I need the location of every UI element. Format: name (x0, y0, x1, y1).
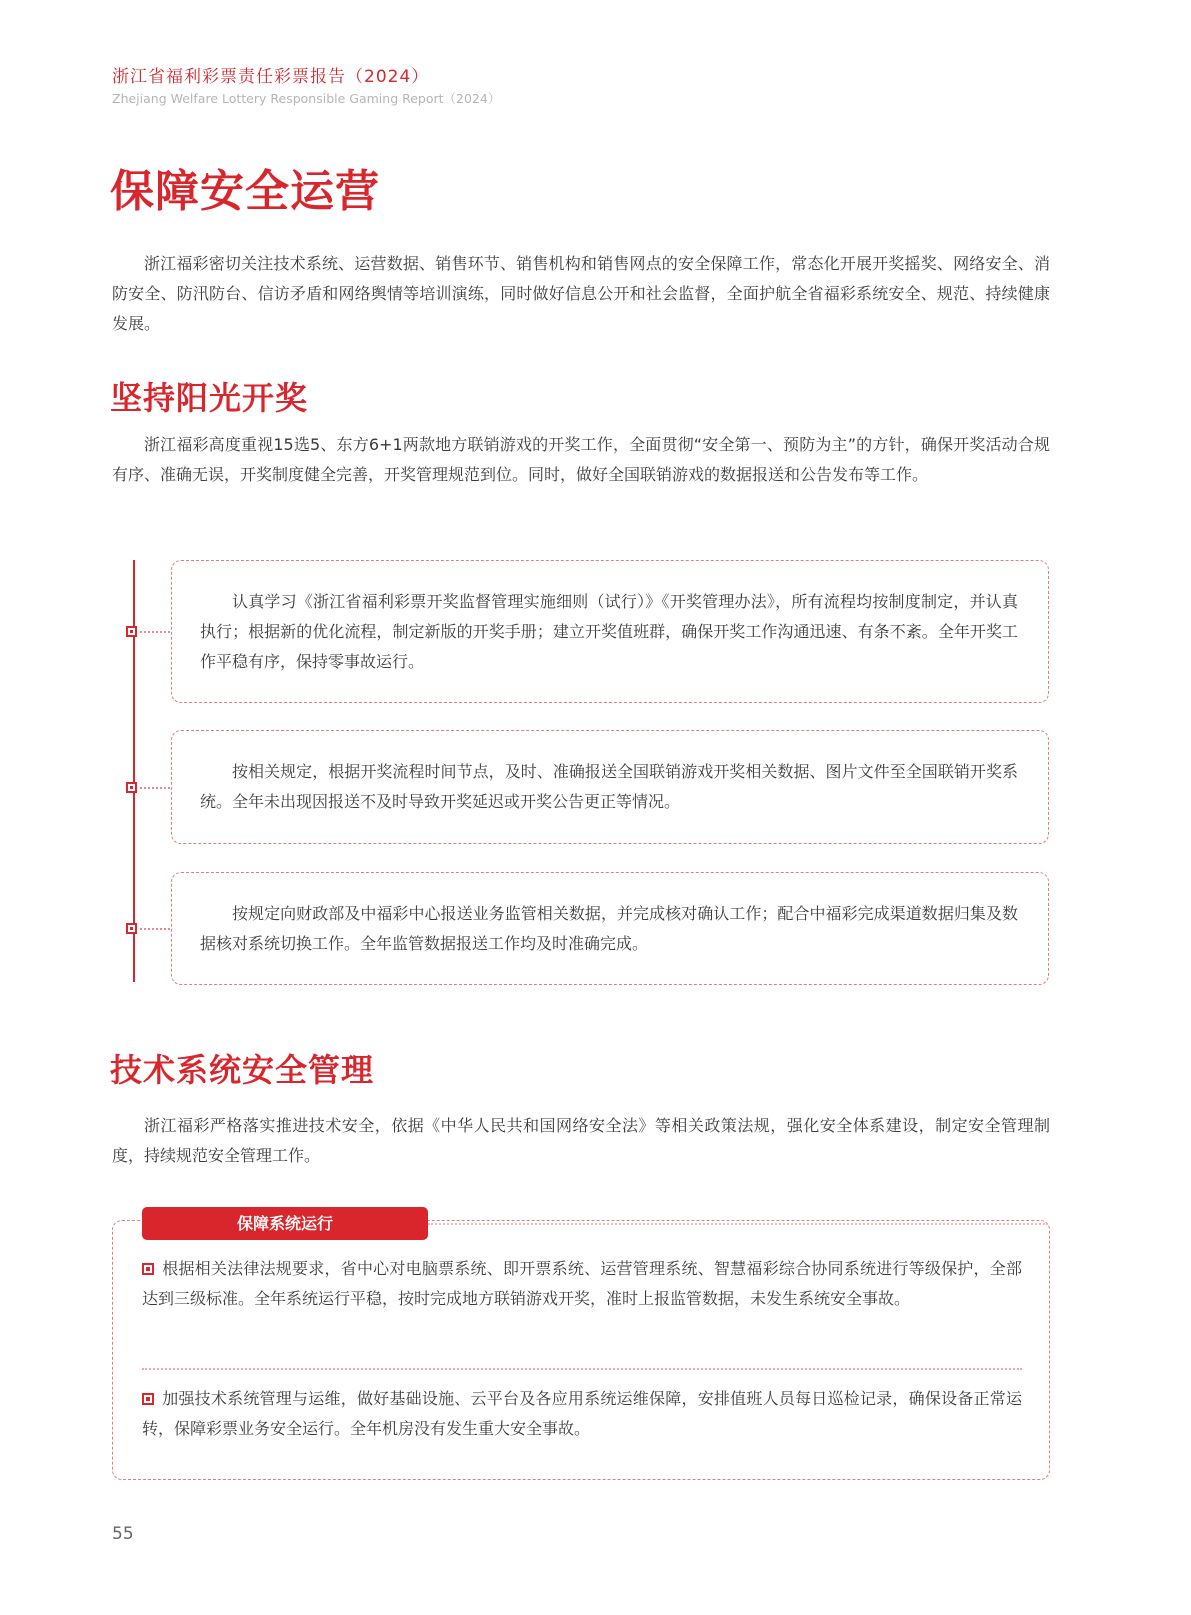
subsection-title-tech-security: 技术系统安全管理 (110, 1051, 375, 1089)
box-item (142, 1254, 1022, 1314)
report-title-cn: 浙江省福利彩票责任彩票报告（2024） (112, 67, 430, 87)
report-header (112, 66, 500, 107)
subsection-intro-tech-security: 浙江福彩严格落实推进技术安全，依据《中华人民共和国网络安全法》等相关政策法规，强化安全体系建设，制定安全管理制度，持续规范安全管理工作。 (112, 1116, 1050, 1165)
square-bullet-icon (142, 1393, 154, 1405)
timeline-marker-icon (126, 782, 137, 793)
timeline-connector (140, 928, 170, 930)
timeline-card-text: 按相关规定，根据开奖流程时间节点，及时、准确报送全国联销游戏开奖相关数据、图片文件至全国联销开奖系统。全年未出现因报送不及时导致开奖延迟或开奖公告更正等情况。 (200, 762, 1018, 811)
box-title: 保障系统运行 (142, 1207, 428, 1240)
subsection-intro-lottery-draw: 浙江福彩高度重视15选5、东方6+1两款地方联销游戏的开奖工作，全面贯彻“安全第一、预防为主”的方针，确保开奖活动合规有序、准确无误，开奖制度健全完善，开奖管理规范到位。同时，做好全国联销游戏的数据报送和公告发布等工作。 (112, 435, 1050, 484)
box-item (142, 1384, 1022, 1444)
page-number: 55 (112, 1524, 134, 1544)
timeline-card-text: 按规定向财政部及中福彩中心报送业务监管相关数据，并完成核对确认工作；配合中福彩完成渠道数据归集及数据核对系统切换工作。全年监管数据报送工作均及时准确完成。 (200, 904, 1018, 953)
timeline-marker-icon (126, 923, 137, 934)
timeline-connector (140, 631, 170, 633)
timeline-card-text: 认真学习《浙江省福利彩票开奖监督管理实施细则（试行）》《开奖管理办法》，所有流程均按制度制定，并认真执行；根据新的优化流程，制定新版的开奖手册；建立开奖值班群，确保开奖工作沟通迅速、有条不紊。全年开奖工作平稳有序，保持零事故运行。 (200, 592, 1018, 671)
page-title: 保障安全运营 (110, 166, 380, 217)
box-divider (142, 1368, 1022, 1370)
section-intro: 浙江福彩密切关注技术系统、运营数据、销售环节、销售机构和销售网点的安全保障工作，常态化开展开奖摇奖、网络安全、消防安全、防汛防台、信访矛盾和网络舆情等培训演练，同时做好信息公开和社会监督，全面护航全省福彩系统安全、规范、持续健康发展。 (112, 254, 1050, 333)
timeline-card (171, 872, 1049, 985)
report-title-en: Zhejiang Welfare Lottery Responsible Gaming Report（2024） (112, 91, 501, 106)
timeline-connector (140, 787, 170, 789)
square-bullet-icon (142, 1263, 154, 1275)
timeline-card (171, 560, 1049, 703)
box-tab-connector (428, 1223, 1048, 1225)
timeline-marker-icon (126, 626, 137, 637)
box-item-text: 加强技术系统管理与运维，做好基础设施、云平台及各应用系统运维保障，安排值班人员每日巡检记录，确保设备正常运转，保障彩票业务安全运行。全年机房没有发生重大安全事故。 (142, 1389, 1022, 1438)
timeline-line (133, 560, 135, 982)
box-item-text: 根据相关法律法规要求，省中心对电脑票系统、即开票系统、运营管理系统、智慧福彩综合协同系统进行等级保护，全部达到三级标准。全年系统运行平稳，按时完成地方联销游戏开奖，准时上报监管数据，未发生系统安全事故。 (142, 1259, 1022, 1308)
timeline-card (171, 730, 1049, 844)
subsection-title-lottery-draw: 坚持阳光开奖 (110, 379, 309, 417)
